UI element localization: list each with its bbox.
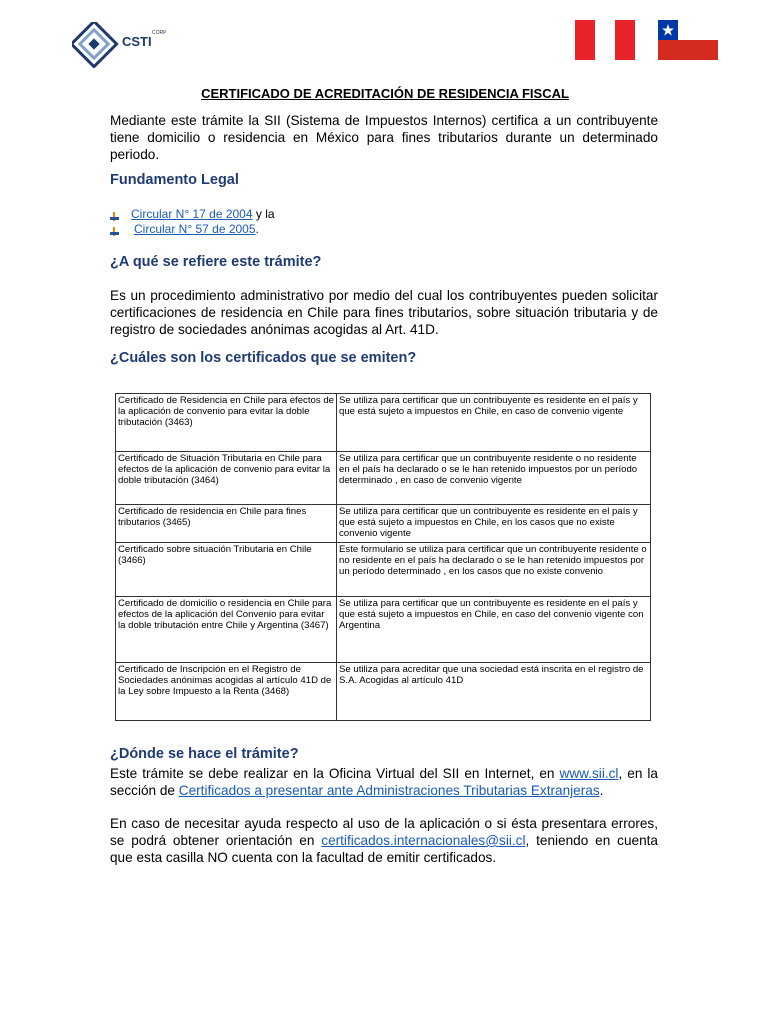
table-row — [116, 597, 651, 663]
bullet-icon — [110, 210, 119, 219]
cert-name-cell: Certificado de residencia en Chile para fines tributarios (3465) — [116, 505, 337, 543]
table-row — [116, 452, 651, 505]
table-row — [116, 505, 651, 543]
circular-17-link[interactable]: Circular N° 17 de 2004 — [131, 207, 253, 221]
peru-flag-icon — [575, 20, 635, 60]
cert-desc-cell: Se utiliza para certificar que un contribuyente es residente en el país y que está sujeto a impuestos en Chile, en caso de convenio vigente — [337, 394, 651, 452]
intro-paragraph: Mediante este trámite la SII (Sistema de Impuestos Internos) certifica a un contribuyente tiene domicilio o residencia en México para fines tributarios durante un determinado periodo. — [110, 113, 658, 162]
table-row — [116, 543, 651, 597]
donde-heading: ¿Dónde se hace el trámite? — [110, 746, 299, 762]
refiere-heading: ¿A qué se refiere este trámite? — [110, 254, 322, 270]
fundamento-item-2-suffix: . — [255, 222, 259, 236]
chile-flag-icon — [658, 20, 718, 60]
donde-paragraph-2 — [110, 815, 658, 866]
table-row — [116, 663, 651, 721]
cert-name-cell: Certificado de Situación Tributaria en Chile para efectos de la aplicación de convenio para evitar la doble tributación (3464) — [116, 452, 337, 505]
fundamento-item-1-suffix: y la — [252, 207, 275, 221]
cert-desc-cell: Se utiliza para acreditar que una sociedad está inscrita en el registro de S.A. Acogidas al artículo 41D — [337, 663, 651, 721]
fundamento-item-2 — [110, 222, 259, 236]
bullet-icon — [110, 225, 119, 234]
donde-text: En caso de necesitar ayuda respecto al uso de la aplicación o si ésta presentara errores, se podrá obtener orientación en — [110, 816, 658, 848]
certificados-link[interactable]: Certificados a presentar ante Administraciones Tributarias Extranjeras — [178, 783, 600, 798]
refiere-paragraph: Es un procedimiento administrativo por medio del cual los contribuyentes pueden solicitar certificaciones de residencia en Chile para fines tributarios, sobre situación tributaria y de registro de sociedades anónimas acogidas al Art. 41D. — [110, 288, 658, 337]
donde-text: Este trámite se debe realizar en la Oficina Virtual del SII en Internet, en — [110, 766, 560, 781]
certificados-heading: ¿Cuáles son los certificados que se emiten? — [110, 350, 417, 366]
logo-text: CSTI — [122, 34, 152, 49]
cert-desc-cell: Se utiliza para certificar que un contribuyente es residente en el país y que está sujeto a impuestos en Chile, en caso del convenio vigente con Argentina — [337, 597, 651, 663]
cert-name-cell: Certificado de Inscripción en el Registro de Sociedades anónimas acogidas al artículo 41D de la Ley sobre Impuesto a la Renta (3468) — [116, 663, 337, 721]
cert-name-cell: Certificado de Residencia en Chile para efectos de la aplicación de convenio para evitar la doble tributación (3463) — [116, 394, 337, 452]
certificados-table — [115, 393, 651, 721]
cert-desc-cell: Este formulario se utiliza para certificar que un contribuyente residente o no residente en el país ha declarado o se le han retenido impuestos por un período determinado , en los casos que no existe convenio — [337, 543, 651, 597]
table-row — [116, 394, 651, 452]
fundamento-item-1 — [110, 207, 275, 221]
document-title: CERTIFICADO DE ACREDITACIÓN DE RESIDENCIA FISCAL — [201, 86, 569, 101]
fundamento-heading: Fundamento Legal — [110, 172, 239, 188]
donde-text: . — [599, 783, 604, 798]
donde-paragraph-1 — [110, 765, 658, 799]
sii-link[interactable]: www.sii.cl — [559, 766, 619, 781]
circular-57-link[interactable]: Circular N° 57 de 2005 — [134, 222, 256, 236]
cert-name-cell: Certificado de domicilio o residencia en Chile para efectos de la aplicación del Convenio para evitar la doble tributación entre Chile y Argentina (3467) — [116, 597, 337, 663]
donde-text: , en la sección de — [110, 766, 658, 798]
cert-desc-cell: Se utiliza para certificar que un contribuyente es residente en el país y que está sujeto a impuestos en Chile, en los casos que no existe convenio vigente — [337, 505, 651, 543]
logo-sup: CORP — [152, 30, 167, 36]
email-link[interactable]: certificados.internacionales@sii.cl — [321, 833, 526, 848]
cert-desc-cell: Se utiliza para certificar que un contribuyente residente o no residente en el país ha declarado o se le han retenido impuestos por un período determinado , en caso de convenio vigente — [337, 452, 651, 505]
cert-name-cell: Certificado sobre situación Tributaria en Chile (3466) — [116, 543, 337, 597]
donde-text: , teniendo en cuenta que esta casilla NO cuenta con la facultad de emitir certificados. — [110, 833, 658, 865]
